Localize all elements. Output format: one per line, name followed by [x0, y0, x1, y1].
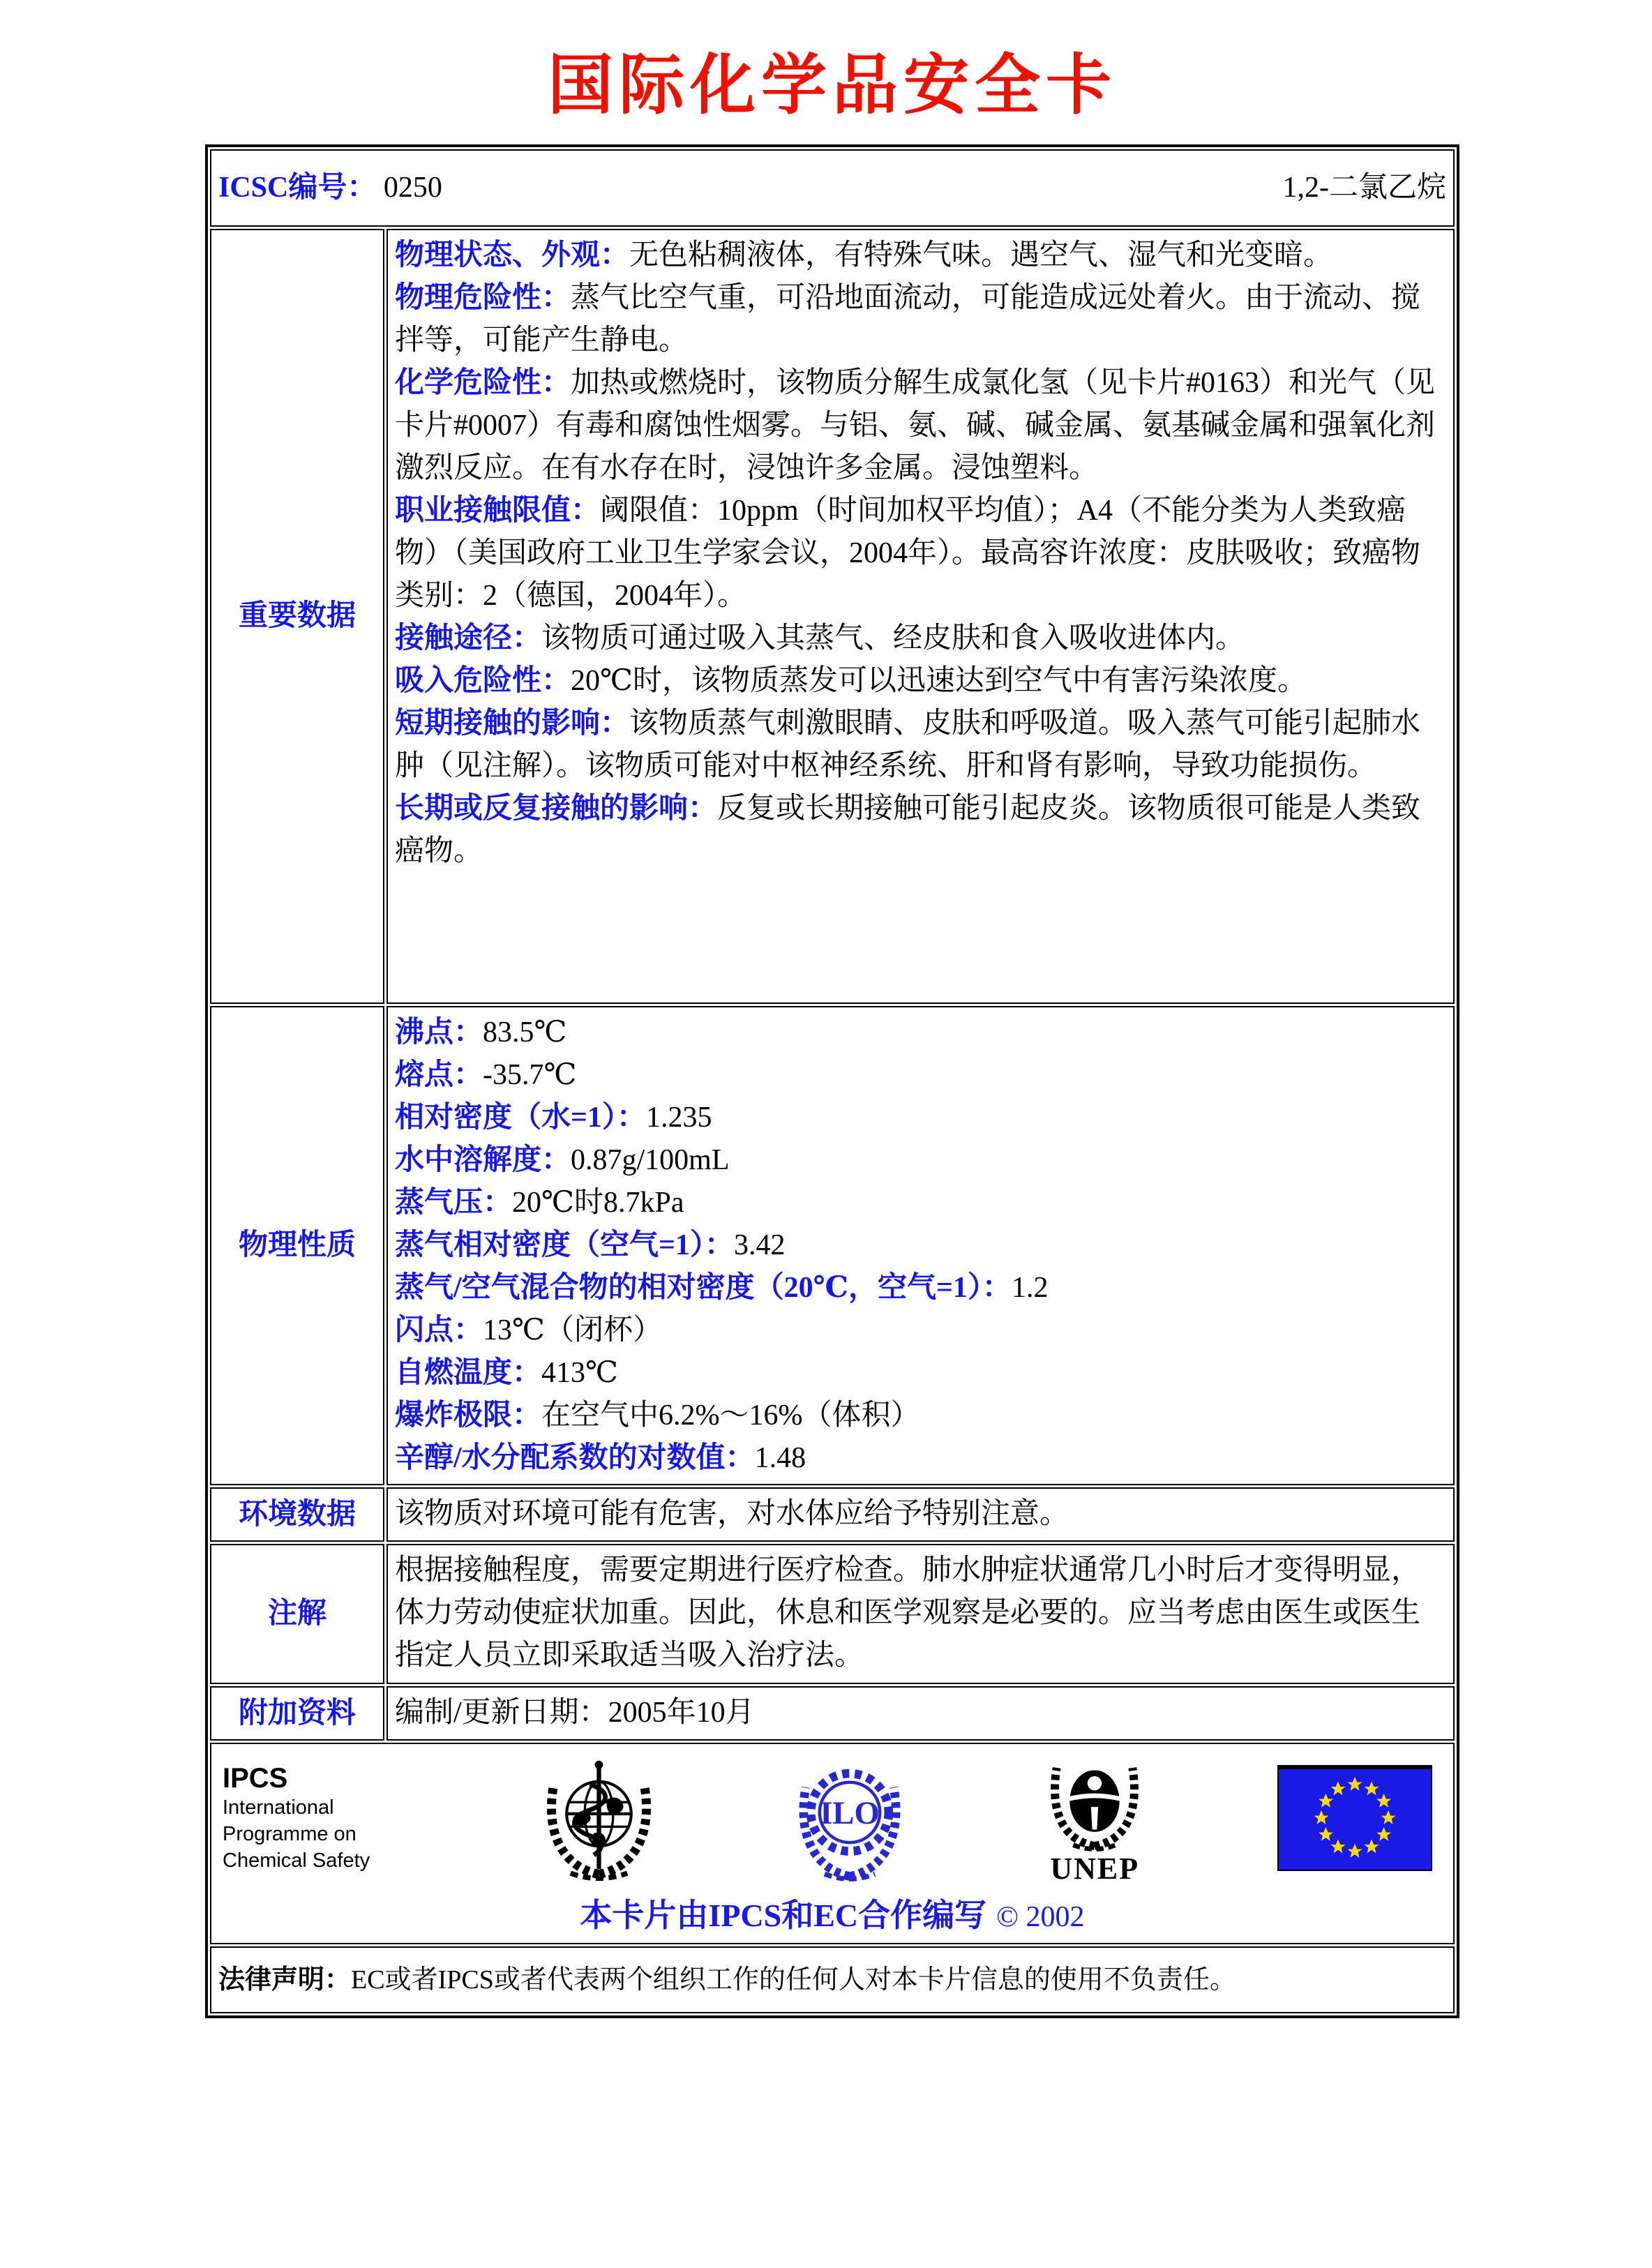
- who-emblem-icon: [534, 1753, 663, 1882]
- item-text: 1.2: [1011, 1272, 1049, 1304]
- notes-row: [210, 1544, 1455, 1684]
- important-item: [395, 490, 1446, 617]
- important-item: [395, 703, 1446, 788]
- copyright-text: © 2002: [996, 1901, 1085, 1933]
- item-text: 阈限值：10ppm（时间加权平均值）；A4（不能分类为人类致癌物）（美国政府工业卫生学家会议，2004年）。最高容许浓度：皮肤吸收；致癌物类别：2（德国，2004年）。: [395, 495, 1421, 612]
- item-label: 辛醇/水分配系数的对数值：: [395, 1442, 755, 1474]
- notes-content: 根据接触程度，需要定期进行医疗检查。肺水肿症状通常几小时后才变得明显，体力劳动使症状加重。因此，休息和医学观察是必要的。应当考虑由医生或医生指定人员立即采取适当吸入治疗法。: [386, 1544, 1455, 1684]
- ilo-logo: [787, 1752, 913, 1884]
- important-item: [395, 234, 1446, 277]
- cooperation-note: [218, 1894, 1446, 1939]
- item-label: 爆炸极限：: [395, 1399, 542, 1432]
- logos-cell: [210, 1743, 1455, 1944]
- property-item: [395, 1054, 1446, 1097]
- item-label: 接触途径：: [395, 622, 542, 654]
- additional-info-row: [210, 1686, 1455, 1741]
- notes-row-label: 注解: [210, 1544, 384, 1684]
- item-label: 化学危险性：: [395, 367, 571, 399]
- additional-info-content: 编制/更新日期：2005年10月: [386, 1686, 1455, 1741]
- legal-label: 法律声明：: [218, 1965, 352, 1995]
- important-item: [395, 362, 1446, 490]
- important-item: [395, 277, 1446, 362]
- property-item: [395, 1352, 1446, 1395]
- legal-row: [210, 1946, 1455, 2013]
- eu-flag-icon: [1277, 1765, 1432, 1871]
- ipcs-title: IPCS: [223, 1762, 288, 1794]
- item-text: 413℃: [541, 1357, 618, 1389]
- important-data-content: [386, 229, 1455, 1004]
- item-text: 1.48: [754, 1442, 806, 1474]
- item-text: 无色粘稠液体，有特殊气味。遇空气、湿气和光变暗。: [629, 239, 1333, 271]
- property-item: [395, 1012, 1446, 1054]
- who-logo: [534, 1753, 663, 1882]
- item-text: 0.87g/100mL: [571, 1144, 730, 1176]
- item-label: 熔点：: [395, 1059, 483, 1091]
- item-text: 83.5℃: [483, 1016, 567, 1049]
- important-item: [395, 660, 1446, 703]
- ilo-emblem-icon: [787, 1752, 913, 1884]
- item-text: 该物质蒸气刺激眼睛、皮肤和呼吸道。吸入蒸气可能引起肺水肿（见注解）。该物质可能对中枢神经系统、肝和肾有影响，导致功能损伤。: [395, 707, 1421, 782]
- header-cell: [210, 149, 1455, 227]
- svg-text:ILO: ILO: [819, 1794, 880, 1831]
- header-row: [210, 149, 1455, 227]
- property-item: [395, 1395, 1446, 1437]
- physical-properties-row: [210, 1006, 1455, 1485]
- important-data-row-label: 重要数据: [210, 229, 384, 1004]
- item-text: 该物质可通过吸入其蒸气、经皮肤和食入吸收进体内。: [541, 622, 1245, 654]
- cooperation-note-text: 本卡片由IPCS和EC合作编写: [580, 1898, 987, 1933]
- property-item: [395, 1139, 1446, 1182]
- icsc-card: [205, 32, 1459, 2018]
- important-item: [395, 617, 1446, 660]
- legal-cell: [210, 1946, 1455, 2013]
- item-text: 3.42: [733, 1229, 786, 1261]
- property-item: [395, 1437, 1446, 1480]
- item-text: 反复或长期接触可能引起皮炎。该物质很可能是人类致癌物。: [395, 793, 1421, 867]
- property-item: [395, 1309, 1446, 1352]
- property-item: [395, 1224, 1446, 1267]
- item-label: 蒸气压：: [395, 1187, 513, 1219]
- icsc-number-group: [218, 167, 442, 209]
- item-text: 20℃时，该物质蒸发可以迅速达到空气中有害污染浓度。: [571, 665, 1307, 697]
- unep-emblem-icon: [1035, 1751, 1154, 1852]
- item-text: -35.7℃: [483, 1059, 577, 1091]
- physical-properties-row-label: 物理性质: [210, 1006, 384, 1485]
- logos-row: [210, 1743, 1455, 1944]
- item-label: 自燃温度：: [395, 1357, 542, 1389]
- additional-info-row-label: 附加资料: [210, 1686, 384, 1741]
- item-text: 在空气中6.2%～16%（体积）: [541, 1399, 920, 1432]
- legal-text: EC或者IPCS或者代表两个组织工作的任何人对本卡片信息的使用不负责任。: [351, 1965, 1236, 1995]
- important-item: [395, 788, 1446, 873]
- item-label: 蒸气相对密度（空气=1）：: [395, 1229, 734, 1261]
- item-text: 13℃（闭杯）: [483, 1314, 662, 1346]
- item-label: 沸点：: [395, 1016, 483, 1049]
- property-item: [395, 1267, 1446, 1309]
- item-label: 职业接触限值：: [395, 495, 601, 527]
- ipcs-text-block: [223, 1762, 411, 1874]
- item-label: 闪点：: [395, 1314, 483, 1346]
- icsc-number-value: 0250: [383, 172, 442, 204]
- eu-flag: [1277, 1765, 1432, 1871]
- item-label: 长期或反复接触的影响：: [395, 793, 718, 825]
- unep-logo: [1035, 1751, 1154, 1884]
- physical-properties-content: [386, 1006, 1455, 1485]
- environmental-data-content: 该物质对环境可能有危害，对水体应给予特别注意。: [386, 1487, 1455, 1542]
- icsc-table: [205, 144, 1459, 2018]
- unep-label: UNEP: [1050, 1852, 1140, 1886]
- item-label: 水中溶解度：: [395, 1144, 571, 1176]
- item-label: 吸入危险性：: [395, 665, 571, 697]
- item-label: 相对密度（水=1）：: [395, 1102, 646, 1134]
- property-item: [395, 1182, 1446, 1224]
- item-text: 加热或燃烧时，该物质分解生成氯化氢（见卡片#0163）和光气（见卡片#0007）有毒和腐蚀性烟雾。与铝、氨、碱、碱金属、氨基碱金属和强氧化剂激烈反应。在有水存在时，浸蚀许多金属。浸蚀塑料。: [395, 367, 1436, 484]
- item-text: 1.235: [645, 1102, 712, 1134]
- environmental-data-row: [210, 1487, 1455, 1542]
- item-label: 短期接触的影响：: [395, 707, 630, 739]
- item-label: 物理状态、外观：: [395, 239, 630, 271]
- item-text: 20℃时8.7kPa: [512, 1187, 684, 1219]
- chemical-name: 1,2-二氯乙烷: [1282, 172, 1446, 204]
- important-data-row: [210, 229, 1455, 1004]
- property-item: [395, 1097, 1446, 1139]
- item-label: 物理危险性：: [395, 282, 571, 314]
- ipcs-subtitle-line: International: [223, 1796, 334, 1819]
- ipcs-subtitle-line: Chemical Safety: [223, 1849, 370, 1872]
- ipcs-subtitle-line: Programme on: [223, 1822, 356, 1845]
- icsc-number-label: ICSC编号：: [218, 172, 377, 204]
- item-text: 蒸气比空气重，可沿地面流动，可能造成远处着火。由于流动、搅拌等，可能产生静电。: [395, 282, 1421, 356]
- environmental-data-row-label: 环境数据: [210, 1487, 384, 1542]
- item-label: 蒸气/空气混合物的相对密度（20℃，空气=1）：: [395, 1272, 1012, 1304]
- page-title: 国际化学品安全卡: [547, 50, 1117, 122]
